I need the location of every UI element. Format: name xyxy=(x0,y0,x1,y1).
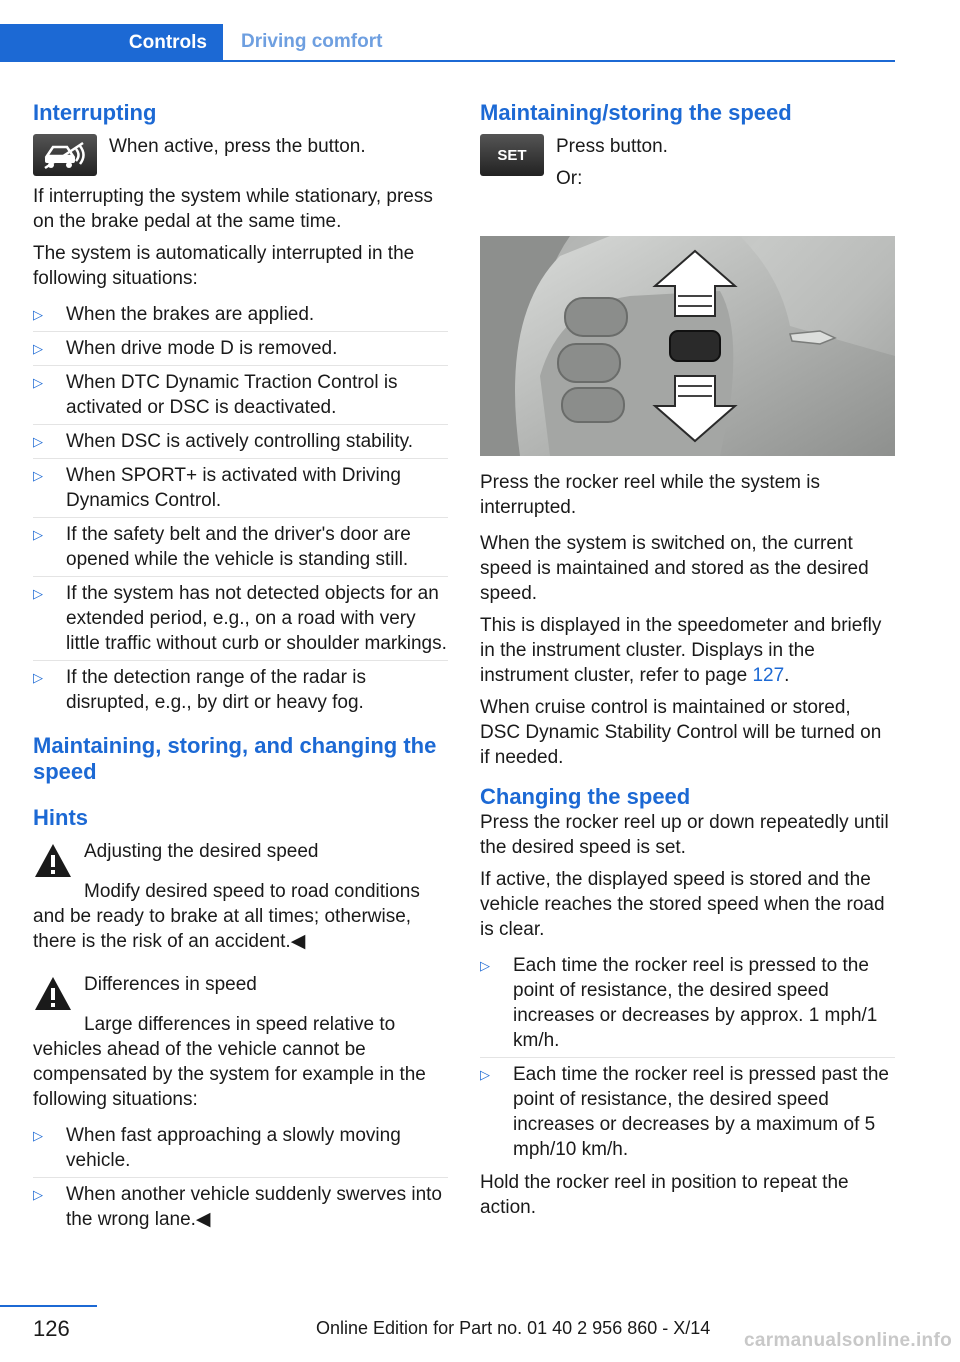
list-item xyxy=(480,949,895,1057)
triangle-bullet-icon: ▷ xyxy=(33,1187,43,1202)
or-text: Or: xyxy=(556,168,583,189)
heading-maintaining-storing: Maintaining/storing the speed xyxy=(480,100,792,125)
warning-title: Differences in speed xyxy=(84,974,257,995)
speed-difference-situations-list xyxy=(33,1119,448,1236)
cruise-interrupt-button-icon xyxy=(33,134,97,176)
warning-triangle-icon xyxy=(33,841,73,881)
period-text: . xyxy=(784,665,790,686)
warning-adjusting-speed xyxy=(33,839,448,881)
changing-p1: Press the rocker reel up or down repeatedly until the desired speed is set. xyxy=(480,812,889,858)
triangle-bullet-icon: ▷ xyxy=(33,468,43,483)
list-item xyxy=(480,1057,895,1166)
steering-wheel-illustration xyxy=(480,236,895,456)
heading-maintaining-storing-changing: Maintaining, storing, and changing the speed xyxy=(33,733,437,784)
display-text: This is displayed in the speedometer and briefly in the instrument cluster. Displays in the instrument cluster, refer to page xyxy=(480,615,882,686)
triangle-bullet-icon: ▷ xyxy=(33,670,43,685)
list-item xyxy=(33,298,448,331)
warning-body: Large differences in speed relative to vehicles ahead of the vehicle cannot be compensated by the system for example in the following situations: xyxy=(33,1014,426,1110)
triangle-bullet-icon: ▷ xyxy=(33,434,43,449)
car-radar-icon xyxy=(43,140,87,170)
list-item-text: When drive mode D is removed. xyxy=(66,338,338,359)
warning-title: Adjusting the desired speed xyxy=(84,841,319,862)
list-item xyxy=(33,517,448,576)
speedometer-display-text xyxy=(480,613,895,688)
rocker-reel-interrupted-text: Press the rocker reel while the system is interrupted. xyxy=(480,472,821,518)
hold-rocker-text: Hold the rocker reel in position to repeat the action. xyxy=(480,1172,849,1218)
triangle-bullet-icon: ▷ xyxy=(33,586,43,601)
tab-driving-comfort[interactable]: Driving comfort xyxy=(223,24,895,62)
list-item xyxy=(33,458,448,517)
page-header xyxy=(0,0,895,62)
list-item-text: Each time the rocker reel is pressed to the point of resistance, the desired speed increases or decreases by approx. 1 mph/1 km/h. xyxy=(513,955,878,1051)
tab-controls[interactable]: Controls xyxy=(0,24,223,62)
rocker-reel-list xyxy=(480,949,895,1166)
list-item-text: When SPORT+ is activated with Driving Dynamics Control. xyxy=(66,465,401,511)
heading-hints: Hints xyxy=(33,805,88,830)
set-button-icon xyxy=(480,134,544,176)
list-item xyxy=(33,660,448,719)
edition-text: Online Edition for Part no. 01 40 2 956 860 - X/14 xyxy=(316,1318,711,1338)
triangle-bullet-icon: ▷ xyxy=(480,1067,490,1082)
warning-differences-speed xyxy=(33,972,448,1014)
left-column xyxy=(33,100,448,1240)
list-item xyxy=(33,576,448,660)
heading-changing-speed: Changing the speed xyxy=(480,784,691,809)
list-item-text: When another vehicle suddenly swerves into the wrong lane.◀ xyxy=(66,1184,442,1230)
changing-p2: If active, the displayed speed is stored and the vehicle reaches the stored speed when the road is clear. xyxy=(480,869,885,940)
list-item-text: If the detection range of the radar is disrupted, e.g., by dirt or heavy fog. xyxy=(66,667,366,713)
list-item-text: When DTC Dynamic Traction Control is activated or DSC is deactivated. xyxy=(66,372,398,418)
list-item-text: If the safety belt and the driver's door are opened while the vehicle is standing still. xyxy=(66,524,411,570)
triangle-bullet-icon: ▷ xyxy=(33,375,43,390)
triangle-bullet-icon: ▷ xyxy=(33,341,43,356)
interrupt-stationary-text: If interrupting the system while stationary, press on the brake pedal at the same time. xyxy=(33,186,433,232)
interrupt-instruction: When active, press the button. xyxy=(109,136,366,157)
interrupt-button-row xyxy=(33,132,448,176)
triangle-bullet-icon: ▷ xyxy=(33,527,43,542)
warning-body: Modify desired speed to road conditions and be ready to brake at all times; otherwise, there is the risk of an accident.◀ xyxy=(33,881,420,952)
press-button-text: Press button. xyxy=(556,136,668,157)
list-item xyxy=(33,424,448,458)
warning-triangle-icon xyxy=(33,974,73,1014)
triangle-bullet-icon: ▷ xyxy=(480,958,490,973)
dsc-text: When cruise control is maintained or stored, DSC Dynamic Stability Control will be turned on if needed. xyxy=(480,697,882,768)
list-item-text: When DSC is actively controlling stability. xyxy=(66,431,414,452)
interrupt-auto-text: The system is automatically interrupted in the following situations: xyxy=(33,243,415,289)
list-item xyxy=(33,1119,448,1177)
triangle-bullet-icon: ▷ xyxy=(33,307,43,322)
set-button-label: SET xyxy=(497,146,527,164)
page-number: 126 xyxy=(33,1316,70,1341)
set-button-row xyxy=(480,132,895,198)
list-item xyxy=(33,365,448,424)
interrupt-situations-list xyxy=(33,298,448,719)
list-item xyxy=(33,331,448,365)
right-column xyxy=(480,100,895,1227)
list-item-text: When fast approaching a slowly moving vehicle. xyxy=(66,1125,401,1171)
list-item xyxy=(33,1177,448,1236)
list-item-text: Each time the rocker reel is pressed past the point of resistance, the desired speed increases or decreases by a maximum of 5 mph/10 km/h. xyxy=(513,1064,889,1160)
steering-wheel-rocker-image xyxy=(480,236,895,456)
list-item-text: When the brakes are applied. xyxy=(66,304,315,325)
watermark: carmanualsonline.info xyxy=(744,1330,952,1351)
page-127-link[interactable]: 127 xyxy=(752,665,785,686)
switched-on-text: When the system is switched on, the current speed is maintained and stored as the desired speed. xyxy=(480,533,869,604)
footer-rule xyxy=(0,1305,97,1307)
heading-interrupting: Interrupting xyxy=(33,100,157,125)
triangle-bullet-icon: ▷ xyxy=(33,1128,43,1143)
list-item-text: If the system has not detected objects for an extended period, e.g., on a road with very little traffic without curb or shoulder markings. xyxy=(66,583,447,654)
